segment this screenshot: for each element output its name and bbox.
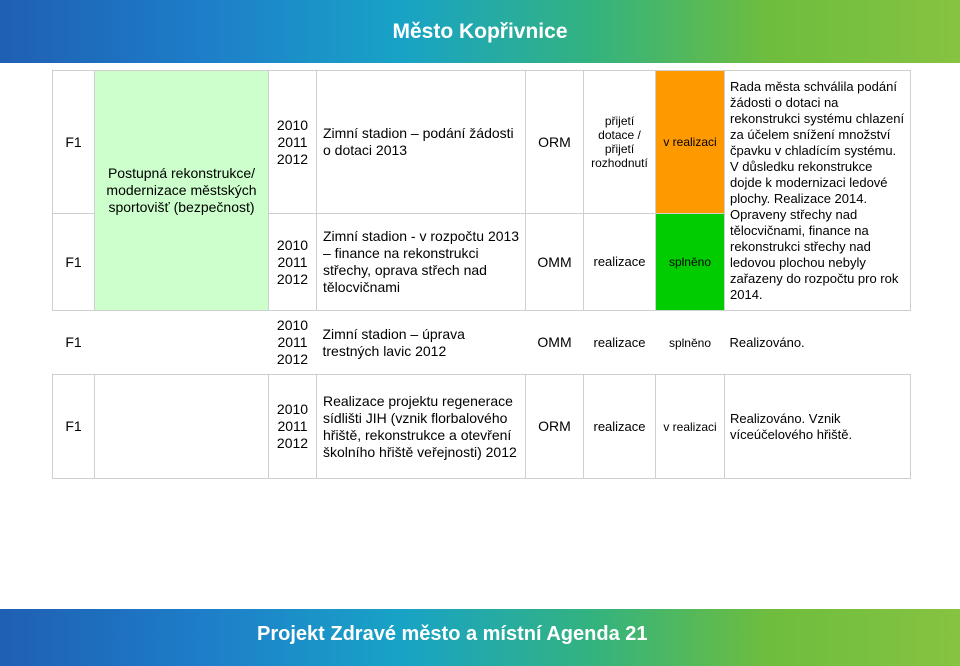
row-description: Realizace projektu regenerace sídlišti JIH (vznik florbalového hřiště, rekonstrukce a otevření školního hřiště veřejnosti) 2012: [317, 375, 526, 479]
row-description: Zimní stadion – podání žádosti o dotaci 2013: [317, 71, 526, 214]
row-responsible: OMM: [537, 334, 572, 350]
status-text: splněno: [668, 335, 712, 350]
page-title: Město Kopřivnice: [392, 20, 568, 43]
row-description: Zimní stadion – úprava trestných lavic 2012: [322, 325, 465, 359]
table-row: [53, 311, 911, 375]
row-years: 2010 2011 2012: [269, 71, 317, 214]
row-responsible: ORM: [526, 375, 584, 479]
row-code: F1: [53, 71, 95, 214]
row-stage: realizace: [584, 214, 656, 311]
status-badge: v realizaci: [656, 71, 725, 214]
row-code: F1: [65, 334, 82, 350]
row-code: F1: [53, 214, 95, 311]
table-row: [53, 71, 911, 214]
projects-table: [52, 70, 911, 479]
row-years: 2010 2011 2012: [276, 317, 309, 367]
row-responsible: ORM: [526, 71, 584, 214]
row-years: 2010 2011 2012: [269, 375, 317, 479]
row-code: F1: [53, 375, 95, 479]
row-stage: přijetí dotace / přijetí rozhodnutí: [584, 71, 656, 214]
row-stage: realizace: [593, 334, 646, 350]
row-note: Realizováno.: [729, 334, 805, 350]
row-note: Rada města schválila podání žádosti o dotaci na rekonstrukci systému chlazení za účelem snížení množství čpavku v chladícím systému. V důsledku rekonstrukce dojde k modernizaci ledové plochy. Realizace 2014. Opraveny střechy nad tělocvičnami, finance na rekonstrukci střechy nad ledovou plochou nebyly zařazeny do rozpočtu pro rok 2014.: [725, 71, 911, 311]
row-note: Realizováno. Vznik víceúčelového hřiště.: [725, 375, 911, 479]
status-badge: splněno: [656, 214, 725, 311]
row-years: 2010 2011 2012: [269, 214, 317, 311]
header-bar: [0, 0, 960, 63]
table-row: [53, 375, 911, 479]
row-description: Zimní stadion - v rozpočtu 2013 – finance na rekonstrukci střechy, oprava střech nad tělocvičnami: [317, 214, 526, 311]
row-stage: realizace: [584, 375, 656, 479]
status-text: v realizaci: [656, 375, 725, 479]
footer-bar: [0, 609, 960, 666]
project-name: Postupná rekonstrukce/ modernizace městských sportovišť (bezpečnost): [95, 71, 269, 311]
footer-title: Projekt Zdravé město a místní Agenda 21: [257, 623, 648, 645]
row-responsible: OMM: [526, 214, 584, 311]
